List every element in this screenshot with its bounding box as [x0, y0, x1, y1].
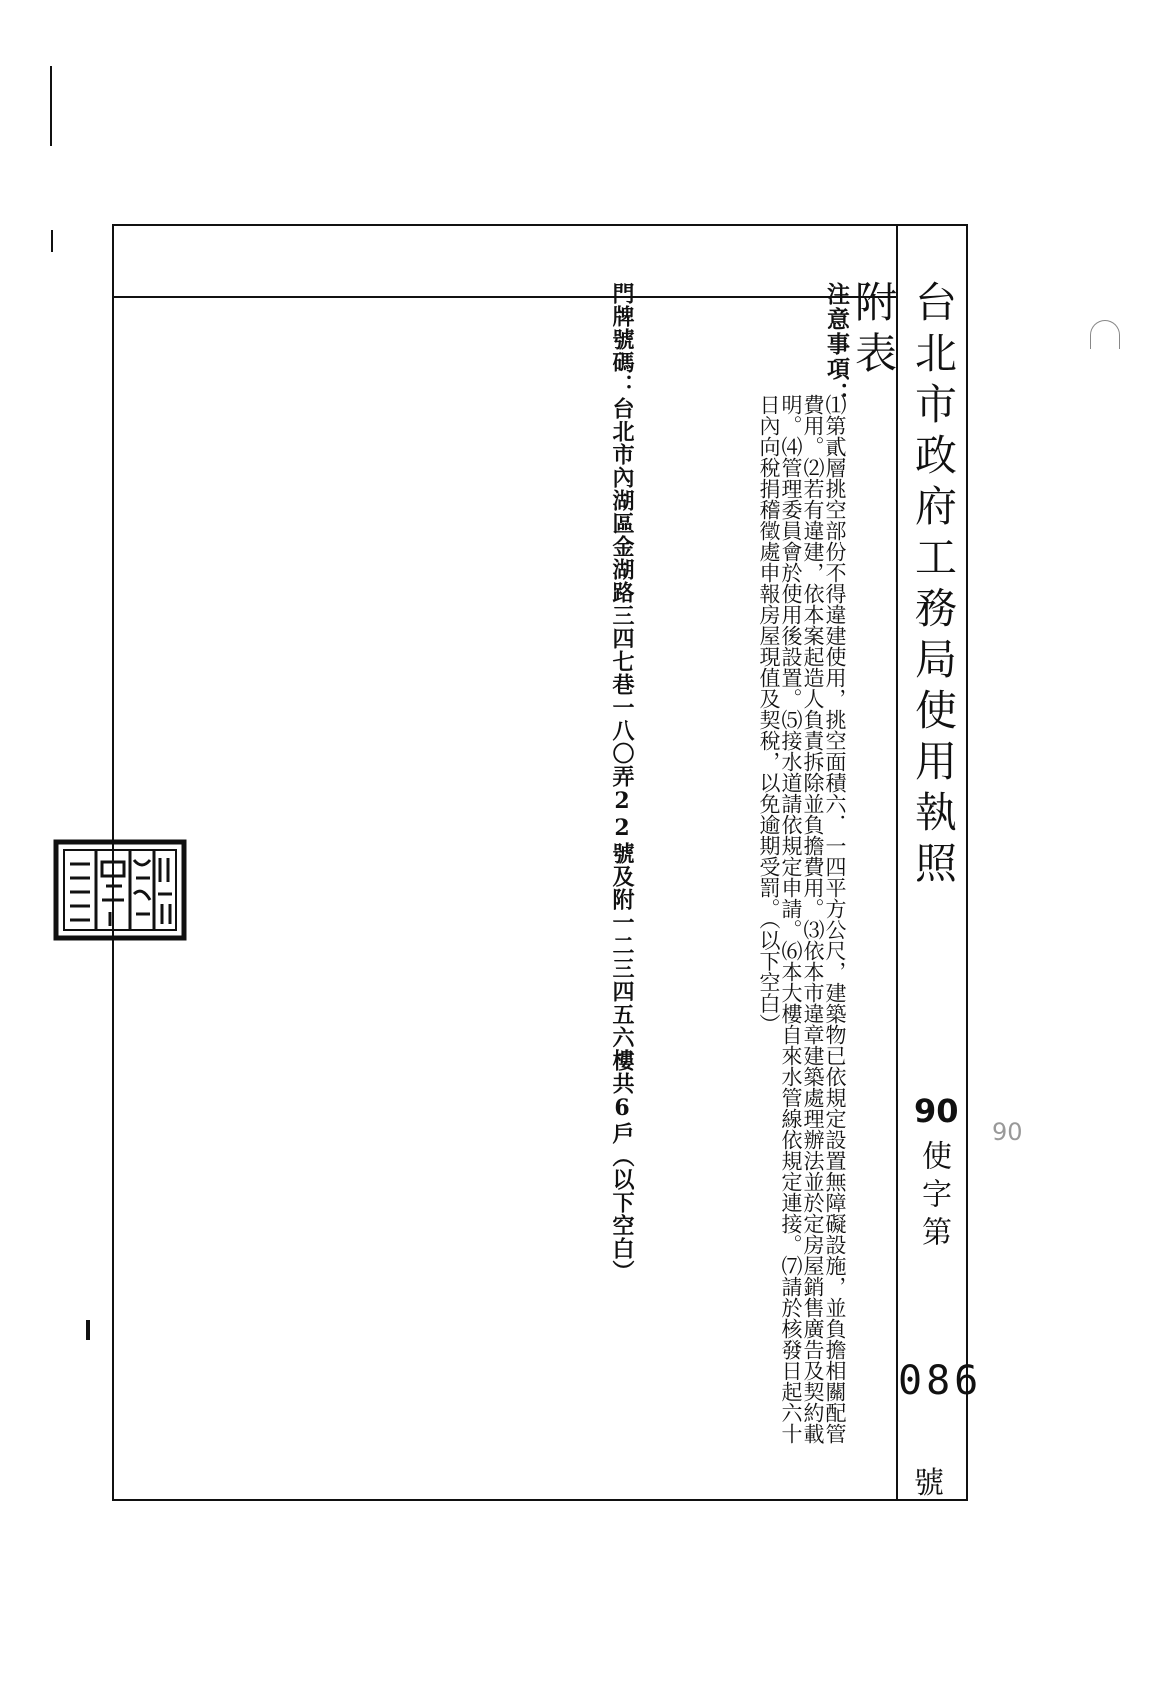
header-row-divider [112, 296, 896, 298]
seal-stamp-icon [50, 834, 190, 944]
document-number: 086 [898, 1358, 983, 1404]
notes-label: 注意事項： [823, 282, 850, 407]
document-number-suffix: 號 [914, 1466, 944, 1501]
scan-dot-mark [86, 1320, 90, 1340]
notes-body: ⑴第貳層挑空部份不得違建使用，挑空面積六．一四平方公尺，建築物已依規定設置無障礙設施，並負擔相關配管費用。⑵若有違建，依本案起造人負責拆除並負擔費用。⑶依本市違章建築處理辦法並於定房屋銷售廣告及契約載明。⑷管理委員會於使用後設置。⑸接水道請依規定申請。⑹本大樓自來水管線依規定連接。⑺請於核發日起六十日內向稅捐稽徵處申報房屋現值及契稅，以免逾期受罰。（以下空白） [757, 394, 847, 1444]
document-word: 使字第 [916, 1140, 951, 1254]
scan-mark-icon [1090, 320, 1120, 349]
form-title: 台北市政府工務局使用執照附表 [849, 280, 958, 892]
margin-annotation: 90 [992, 1118, 1023, 1146]
address-line: 門牌號碼：台北市內湖區金湖路三四七巷一八〇弄22號及附一二三四五六樓共6戶（以下空白） [609, 282, 635, 1283]
document-year: 90 [914, 1092, 959, 1130]
title-column-divider [896, 224, 898, 1501]
scan-line-mark [50, 66, 52, 146]
scan-line-mark [51, 230, 53, 252]
